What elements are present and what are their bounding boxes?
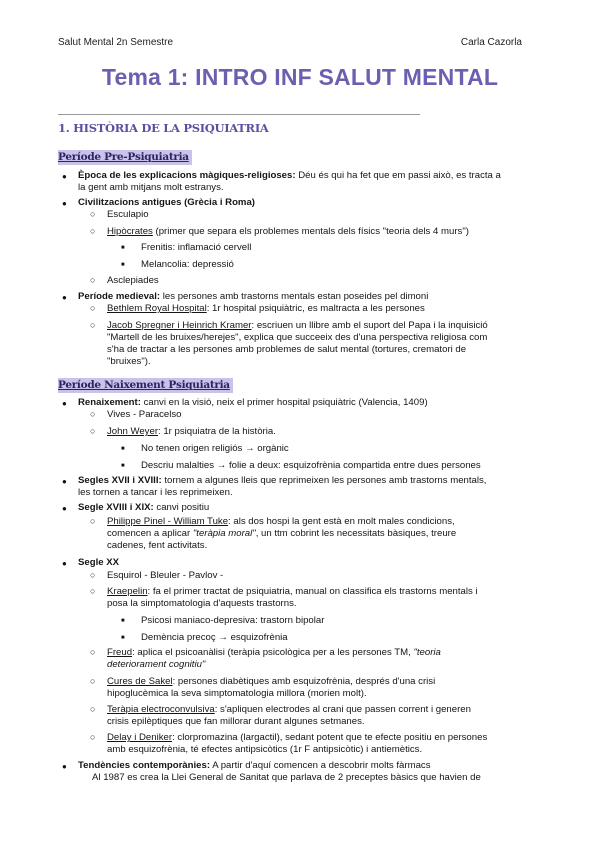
bullet-square-icon: ■ — [121, 446, 125, 452]
bullet-square-icon: ■ — [121, 618, 125, 624]
header-subject: Salut Mental 2n Semestre — [58, 37, 174, 48]
list-item-continuation: Al 1987 es crea la Llei General de Sanitat que parlava de 2 preceptes bàsics que havien de — [92, 772, 481, 783]
list-item-continuation: la gent amb mitjans molt estranys. — [78, 182, 224, 193]
list-item: Psicosi maniaco-depresiva: trastorn bipolar — [141, 615, 325, 626]
bullet-square-icon: ■ — [121, 463, 125, 469]
list-item: Demència precoç → esquizofrènia — [141, 632, 288, 643]
section-heading: 1. HISTÒRIA DE LA PSIQUIATRIA — [58, 121, 269, 135]
list-item-continuation: deteriorament cognitiu" — [107, 659, 206, 670]
list-item: Kraepelin: fa el primer tractat de psiquiatria, manual on classifica els trastorns mentals i — [107, 586, 478, 597]
list-item: Jacob Spregner i Heinrich Kramer: escriuen un llibre amb el suport del Papa i la inquisició — [107, 320, 488, 331]
bullet-circle-icon: ○ — [90, 320, 96, 330]
bullet-disc-icon: ● — [62, 762, 67, 771]
list-item-continuation: comencen a aplicar "teràpia moral", un ttm cobrint les necessitats bàsiques, treure — [107, 528, 457, 539]
list-item-continuation: les tornen a tancar i les reprimeixen. — [78, 487, 233, 498]
list-item: No tenen origen religiós → orgànic — [141, 443, 289, 454]
list-item-continuation: hipoglucèmica la seva simptomatologia millora (morien molt). — [107, 688, 367, 699]
bullet-circle-icon: ○ — [90, 570, 96, 580]
list-item: Asclepiades — [107, 275, 159, 286]
title-divider — [58, 114, 420, 115]
bullet-circle-icon: ○ — [90, 732, 96, 742]
header-author: Carla Cazorla — [460, 37, 522, 48]
list-item-continuation: amb esquizofrènia, té efectes antipsicòtics (1r F antipsicòtic) i antiemètics. — [107, 744, 423, 755]
list-item: Delay i Deniker: clorpromazina (largactil), sedant potent que te efecte positiu en persones — [107, 732, 488, 743]
bullet-square-icon: ■ — [121, 635, 125, 641]
bullet-circle-icon: ○ — [90, 226, 96, 236]
subsection-heading-naixement-psiquiatria: Període Naixement Psiquiatria — [58, 378, 233, 393]
list-item: Època de les explicacions màgiques-religioses: Déu és qui ha fet que em passi això, es tracta a — [78, 170, 501, 181]
list-item: Hipòcrates (primer que separa els problemes mentals dels físics "teoria dels 4 murs") — [107, 226, 469, 237]
bullet-square-icon: ■ — [121, 245, 125, 251]
page-title: Tema 1: INTRO INF SALUT MENTAL — [101, 64, 499, 90]
list-item: Teràpia electroconvulsiva: s'apliquen electrodes al crani que passen corrent i generen — [107, 704, 471, 715]
bullet-circle-icon: ○ — [90, 704, 96, 714]
list-item: Segle XVIII i XIX: canvi positiu — [78, 502, 210, 513]
list-item: Renaixement: canvi en la visió, neix el primer hospital psiquiàtric (Valencia, 1409) — [78, 397, 428, 408]
bullet-circle-icon: ○ — [90, 426, 96, 436]
subsection-heading-pre-psiquiatria: Període Pre-Psiquiatria — [58, 150, 192, 165]
list-item: Melancolia: depressió — [141, 259, 234, 270]
list-item: Vives - Paracelso — [107, 409, 182, 420]
bullet-circle-icon: ○ — [90, 275, 96, 285]
bullet-circle-icon: ○ — [90, 409, 96, 419]
list-item: Esculapio — [107, 209, 149, 220]
list-item: Període medieval: les persones amb trastorns mentals estan poseides pel dimoni — [78, 291, 429, 302]
list-item: Tendències contemporànies: A partir d'aquí comencen a descobrir molts fàrmacs — [78, 760, 431, 771]
bullet-disc-icon: ● — [62, 293, 67, 302]
list-item-continuation: crisis epilèptiques que fan millorar durant algunes setmanes. — [107, 716, 365, 727]
list-item: Philippe Pinel - William Tuke: als dos hospi la gent està en molt males condicions, — [107, 516, 455, 527]
bullet-circle-icon: ○ — [90, 303, 96, 313]
list-item: Descriu malalties → folie a deux: esquizofrènia compartida entre dues persones — [141, 460, 481, 471]
bullet-disc-icon: ● — [62, 504, 67, 513]
bullet-circle-icon: ○ — [90, 516, 96, 526]
list-item-continuation: cadenes, fent activitats. — [107, 540, 208, 551]
list-item-continuation: "bruixes"). — [107, 356, 151, 367]
list-item: John Weyer: 1r psiquiatra de la història. — [107, 426, 276, 437]
bullet-disc-icon: ● — [62, 172, 67, 181]
list-item-continuation: "Martell de les bruixes/herejes", explica que succeeix des d'una perspectiva religiosa com — [107, 332, 488, 343]
bullet-circle-icon: ○ — [90, 586, 96, 596]
list-item: Segles XVII i XVIII: tornem a algunes lleis que reprimeixen les persones amb trastorns mentals, — [78, 475, 487, 486]
list-item: Segle XX — [78, 557, 120, 568]
list-item: Bethlem Royal Hospital: 1r hospital psiquiàtric, es maltracta a les persones — [107, 303, 425, 314]
bullet-disc-icon: ● — [62, 399, 67, 408]
bullet-disc-icon: ● — [62, 477, 67, 486]
bullet-circle-icon: ○ — [90, 209, 96, 219]
list-item: Frenitis: inflamació cervell — [141, 242, 252, 253]
list-item: Esquirol - Bleuler - Pavlov - — [107, 570, 224, 581]
list-item: Civilitzacions antigues (Grècia i Roma) — [78, 197, 255, 208]
bullet-circle-icon: ○ — [90, 647, 96, 657]
list-item: Freud: aplica el psicoanàlisi (teràpia psicològica per a les persones TM, "teoria — [107, 647, 441, 658]
list-item-continuation: posa la simptomatologia d'aquests trastorns. — [107, 598, 297, 609]
bullet-disc-icon: ● — [62, 199, 67, 208]
bullet-disc-icon: ● — [62, 559, 67, 568]
bullet-circle-icon: ○ — [90, 676, 96, 686]
bullet-square-icon: ■ — [121, 262, 125, 268]
list-item: Cures de Sakel: persones diabètiques amb esquizofrènia, després d'una crisi — [107, 676, 436, 687]
list-item-continuation: s'ha de tractar a les persones amb problemes de salut mental (tortures, crematori de — [107, 344, 467, 355]
